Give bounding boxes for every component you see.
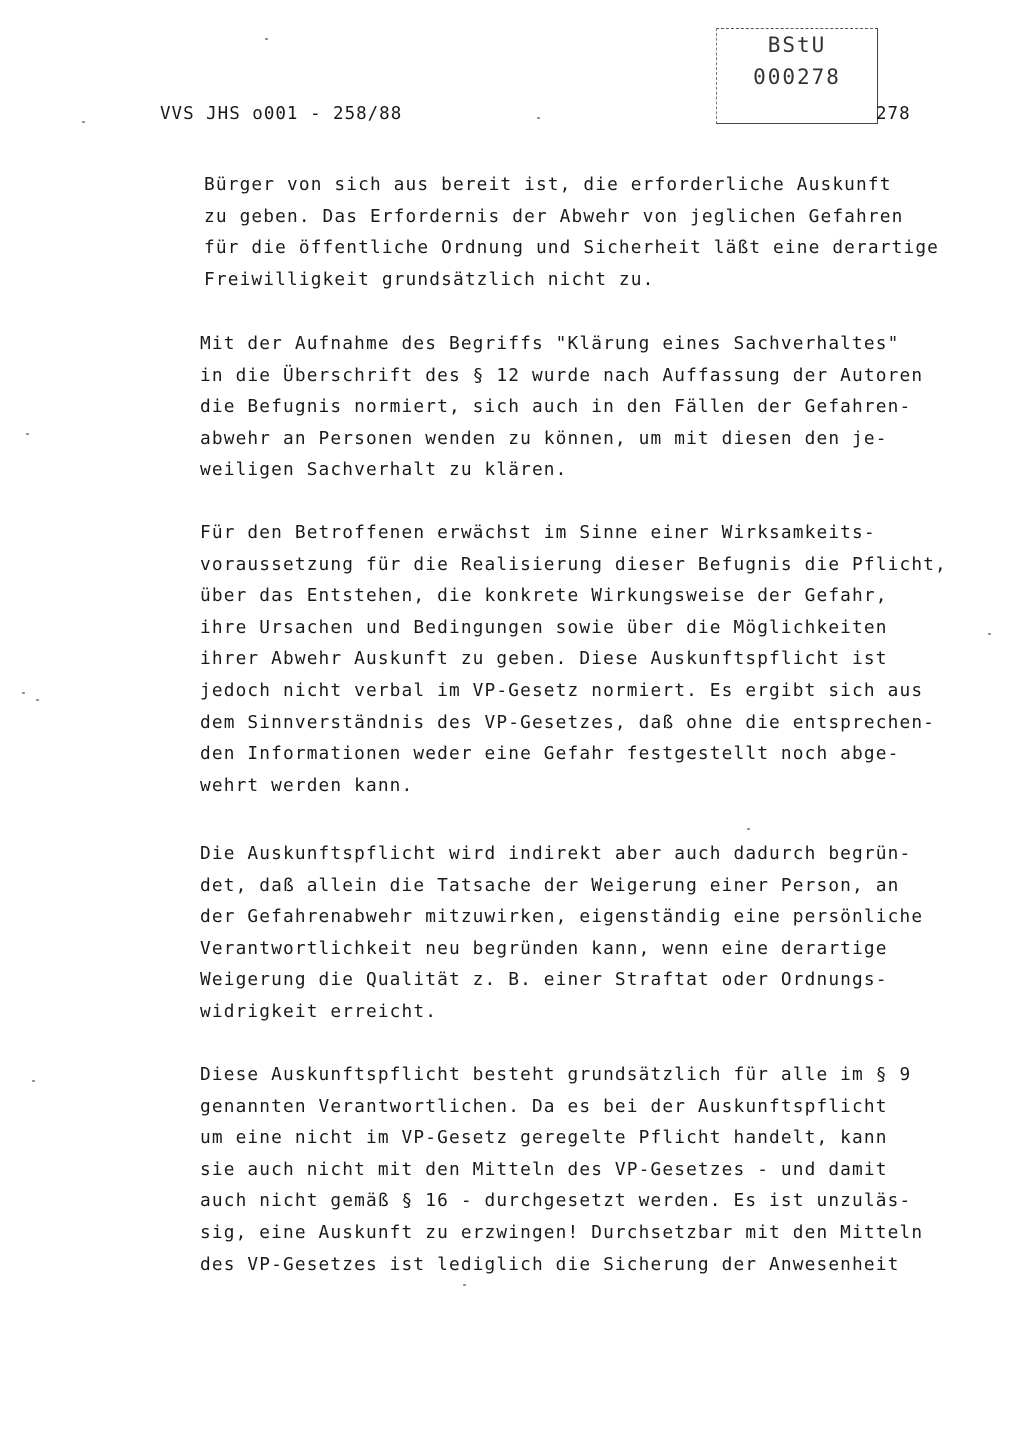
scan-speck [22, 692, 25, 694]
text-line: Freiwilligkeit grundsätzlich nicht zu. [204, 268, 655, 290]
scan-speck [747, 828, 750, 830]
text-line: die Befugnis normiert, sich auch in den Fällen der Gefahren- [200, 396, 912, 418]
scan-speck [36, 699, 39, 701]
text-line: Mit der Aufnahme des Begriffs "Klärung eines Sachverhaltes" [200, 333, 900, 354]
text-line: wehrt werden kann. [200, 774, 414, 796]
paragraph-2 [200, 328, 1000, 486]
text-line: widrigkeit erreicht. [200, 1000, 438, 1022]
text-line: Für den Betroffenen erwächst im Sinne einer Wirksamkeits- [200, 522, 876, 543]
text-line: über das Entstehen, die konkrete Wirkungsweise der Gefahr, [200, 585, 888, 607]
stamp-number: 000278 [753, 65, 841, 89]
paragraph-1 [204, 169, 1004, 295]
text-line: in die Überschrift des § 12 wurde nach Auffassung der Autoren [200, 364, 924, 386]
text-line: weiligen Sachverhalt zu klären. [200, 459, 568, 481]
page-number: 278 [876, 104, 911, 124]
scan-speck [463, 1284, 466, 1286]
text-line: Weigerung die Qualität z. B. einer Straftat oder Ordnungs- [200, 969, 888, 991]
scan-speck [32, 1080, 35, 1082]
text-line: Diese Auskunftspflicht besteht grundsätzlich für alle im § 9 [200, 1064, 912, 1085]
text-line: Die Auskunftspflicht wird indirekt aber auch dadurch begrün- [200, 843, 912, 864]
text-line: Bürger von sich aus bereit ist, die erforderliche Auskunft [204, 174, 892, 195]
stamp-agency: BStU [767, 33, 827, 57]
text-line: voraussetzung für die Realisierung dieser Befugnis die Pflicht, [200, 553, 947, 575]
text-line: sie auch nicht mit den Mitteln des VP-Gesetzes - und damit [200, 1158, 888, 1180]
scan-speck [988, 633, 991, 635]
text-line: des VP-Gesetzes ist lediglich die Sicherung der Anwesenheit [200, 1253, 900, 1275]
text-line: det, daß allein die Tatsache der Weigerung einer Person, an [200, 874, 900, 896]
text-line: genannten Verantwortlichen. Da es bei der Auskunftspflicht [200, 1095, 888, 1117]
scan-speck [82, 121, 85, 123]
paragraph-5 [200, 1059, 1000, 1280]
text-line: ihrer Abwehr Auskunft zu geben. Diese Auskunftspflicht ist [200, 648, 888, 670]
text-line: den Informationen weder eine Gefahr festgestellt noch abge- [200, 743, 900, 765]
text-line: dem Sinnverständnis des VP-Gesetzes, daß ohne die entsprechen- [200, 711, 936, 733]
text-line: ihre Ursachen und Bedingungen sowie über die Möglichkeiten [200, 616, 888, 638]
text-line: Verantwortlichkeit neu begründen kann, wenn eine derartige [200, 937, 888, 959]
archive-stamp [716, 28, 878, 124]
text-line: jedoch nicht verbal im VP-Gesetz normiert. Es ergibt sich aus [200, 679, 924, 701]
paragraph-3 [200, 517, 1000, 801]
text-line: um eine nicht im VP-Gesetz geregelte Pflicht handelt, kann [200, 1127, 888, 1149]
text-line: abwehr an Personen wenden zu können, um mit diesen den je- [200, 427, 888, 449]
scan-speck [265, 38, 268, 40]
text-line: der Gefahrenabwehr mitzuwirken, eigenständig eine persönliche [200, 906, 924, 928]
document-reference: VVS JHS o001 - 258/88 [160, 104, 403, 124]
text-line: für die öffentliche Ordnung und Sicherheit läßt eine derartige [204, 237, 940, 259]
text-line: zu geben. Das Erfordernis der Abwehr von jeglichen Gefahren [204, 205, 904, 227]
scan-speck [537, 117, 540, 119]
text-line: auch nicht gemäß § 16 - durchgesetzt werden. Es ist unzuläs- [200, 1190, 912, 1212]
scan-speck [26, 433, 29, 435]
text-line: sig, eine Auskunft zu erzwingen! Durchsetzbar mit den Mitteln [200, 1221, 924, 1243]
paragraph-4 [200, 838, 1000, 1028]
